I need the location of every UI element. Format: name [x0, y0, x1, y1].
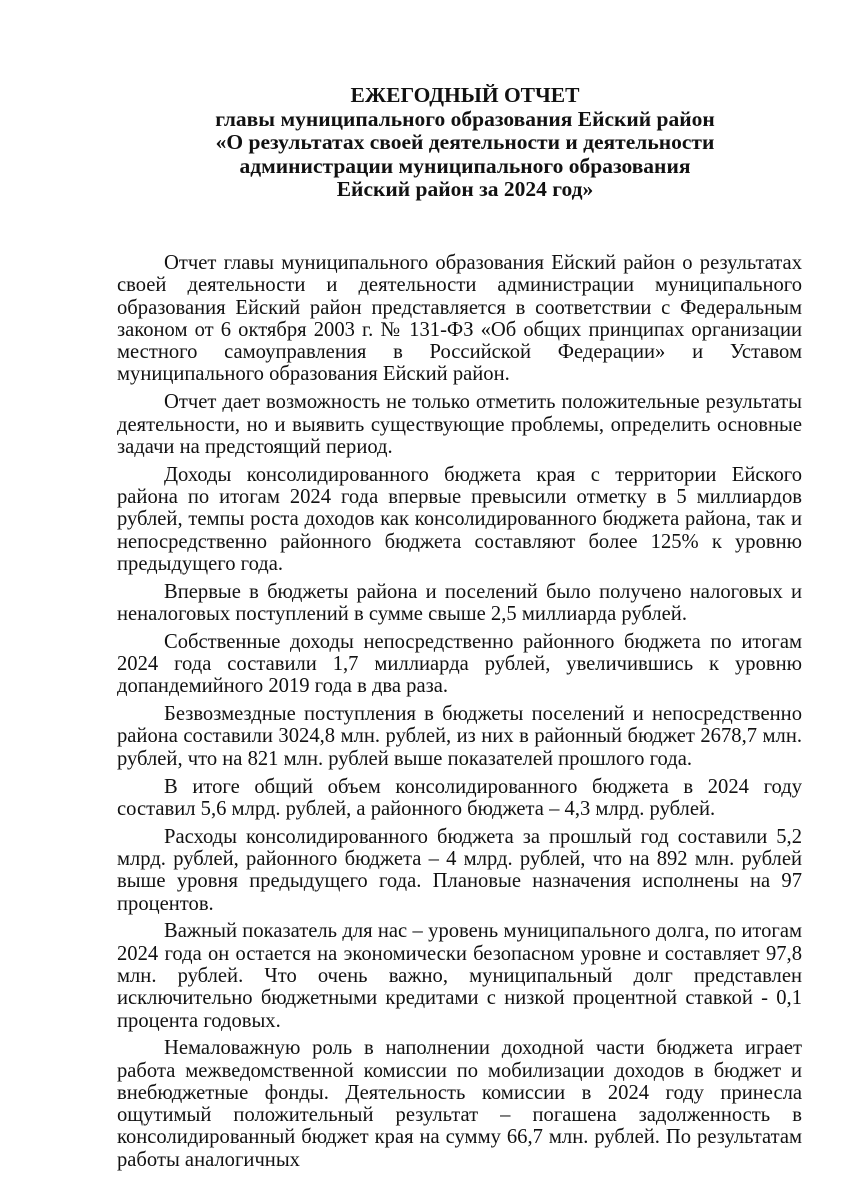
title-line-2: главы муниципального образования Ейский район	[215, 106, 715, 131]
title-line-1: ЕЖЕГОДНЫЙ ОТЧЕТ	[350, 83, 580, 107]
title-line-5: Ейский район за 2024 год»	[336, 177, 594, 201]
report-body	[117, 252, 802, 1171]
title-line-4: администрации муниципального образования	[239, 153, 691, 178]
paragraph-purpose: Отчет дает возможность не только отметить положительные результаты деятельности, но и выявить существующие проблемы, определить основные задачи на предстоящий период.	[117, 391, 802, 458]
paragraph-expenses: Расходы консолидированного бюджета за прошлый год составили 5,2 млрд. рублей, районного бюджета – 4 млрд. рублей, что на 892 млн. рублей выше уровня предыдущего года. Плановые назначения исполнены на 97 процентов.	[117, 825, 802, 915]
title-line-3: «О результатах своей деятельности и деятельности	[215, 130, 715, 154]
paragraph-grants: Безвозмездные поступления в бюджеты поселений и непосредственно района составили 3024,8 млн. рублей, из них в районный бюджет 2678,7 млн. рублей, что на 821 млн. рублей выше показателей прошлого года.	[117, 703, 802, 770]
paragraph-intro: Отчет главы муниципального образования Ейский район о результатах своей деятельности и деятельности администрации муниципального образования Ейский район представляется в соответствии с Федеральным законом от 6 октября 2003 г. № 131-ФЗ «Об общих принципах организации местного самоуправления в Российской Федерации» и Уставом муниципального образования Ейский район.	[117, 252, 802, 386]
paragraph-revenue: Доходы консолидированного бюджета края с территории Ейского района по итогам 2024 года впервые превысили отметку в 5 миллиардов рублей, темпы роста доходов как консолидированного бюджета района, так и непосредственно районного бюджета составляют более 125% к уровню предыдущего года.	[117, 463, 802, 575]
paragraph-commission: Немаловажную роль в наполнении доходной части бюджета играет работа межведомственной комиссии по мобилизации доходов в бюджет и внебюджетные фонды. Деятельность комиссии в 2024 году принесла ощутимый положительный результат – погашена задолженность в консолидированный бюджет края на сумму 66,7 млн. рублей. По результатам работы аналогичных	[117, 1037, 802, 1171]
paragraph-tax-revenue: Впервые в бюджеты района и поселений было получено налоговых и неналоговых поступлений в сумме свыше 2,5 миллиарда рублей.	[117, 580, 802, 625]
paragraph-debt: Важный показатель для нас – уровень муниципального долга, по итогам 2024 года он остается на экономически безопасном уровне и составляет 97,8 млн. рублей. Что очень важно, муниципальный долг представлен исключительно бюджетными кредитами с низкой процентной ставкой - 0,1 процента годовых.	[117, 920, 802, 1032]
report-title	[100, 84, 830, 202]
paragraph-budget-volume: В итоге общий объем консолидированного бюджета в 2024 году составил 5,6 млрд. рублей, а районного бюджета – 4,3 млрд. рублей.	[117, 775, 802, 820]
paragraph-own-revenue: Собственные доходы непосредственно районного бюджета по итогам 2024 года составили 1,7 миллиарда рублей, увеличившись к уровню допандемийного 2019 года в два раза.	[117, 630, 802, 698]
